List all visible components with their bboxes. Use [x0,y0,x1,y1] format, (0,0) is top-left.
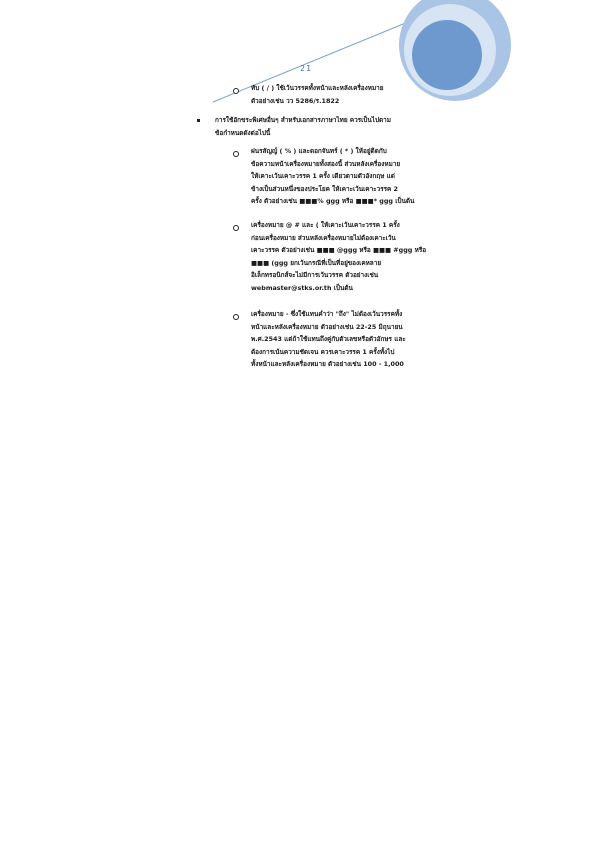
list-item-percent-asterisk [251,145,414,208]
text-line: ข้างเป็นส่วนหนึ่งของประโยค ให้เคาะเว้นเคาะวรรค 2 [251,184,399,193]
text-line: อิเล็กทรอนิกส์จะไม่มีการเว้นวรรค ตัวอย่างเช่น [251,271,379,280]
list-item-special-chars [215,114,391,139]
hollow-circle-bullet-icon [233,151,239,157]
text-line: webmaster@stks.or.th เป็นต้น [251,283,353,292]
square-bullet-icon [197,119,200,122]
text-line: ข้อกำหนดดังต่อไปนี้ [215,128,271,137]
hollow-circle-bullet-icon [233,225,239,231]
text-line: ตัวอย่างเช่น วว 5286/ร.1822 [251,96,340,105]
hollow-circle-bullet-icon [233,88,239,94]
text-line: ให้เคาะเว้นเคาะวรรค 1 ครั้ง เดียวตามตัวอังกฤษ แต่ [251,172,395,181]
text-line: ข้อความหน้าเครื่องหมายทั้งสองนี้ ส่วนหลังเครื่องหมาย [251,159,401,168]
text-line: ทับ ( / ) ใช้เว้นวรรคทั้งหน้าและหลังเครื่องหมาย [251,84,384,92]
list-item-slash [251,82,384,107]
text-line: ก่อนเครื่องหมาย ส่วนหลังเครื่องหมายไม่ต้องเคาะเว้น [251,233,396,242]
text-line: ฝนรสัญญ์ ( % ) และดอกจันทร์ ( * ) ให้อยู่ติดกับ [251,147,387,155]
hollow-circle-bullet-icon [233,314,239,320]
text-line: พ.ศ.2543 แต่ถ้าใช้แทนถึงคู่กับตัวเลขหรือตัวอักษร และ [251,335,406,344]
text-line: เครื่องหมาย @ # และ ( ให้เคาะเว้นเคาะวรรค 1 ครั้ง [251,221,400,229]
list-item-dash [251,308,406,371]
text-line: ต้องการเน้นความชัดเจน ควรเคาะวรรค 1 ครั้งทั้งไป [251,347,395,356]
text-line: เครื่องหมาย - ซึ่งใช้แทนคำว่า "ถึง" ไม่ต้องเว้นวรรคทั้ง [251,310,403,318]
list-item-at-hash [251,219,426,295]
text-line: ทั้งหน้าและหลังเครื่องหมาย ตัวอย่างเช่น 100 - 1,000 [251,360,404,369]
page-number: 21 [300,64,313,73]
text-line: เคาะวรรค ตัวอย่างเช่น ■■■ @ggg หรือ ■■■ #ggg หรือ [251,246,427,255]
text-line: การใช้อักขระพิเศษอื่นๆ สำหรับเอกสารภาษาไทย ควรเป็นไปตาม [215,116,391,124]
text-line: ครั้ง ตัวอย่างเช่น ■■■% ggg หรือ ■■■* ggg เป็นต้น [251,197,415,206]
decor-circle-inner [412,20,482,90]
text-line: หน้าและหลังเครื่องหมาย ตัวอย่างเช่น 22-25 มิถุนายน [251,322,403,331]
text-line: ■■■ (ggg ยกเว้นกรณีที่เป็นที่อยู่ของเคหลาย [251,258,382,267]
